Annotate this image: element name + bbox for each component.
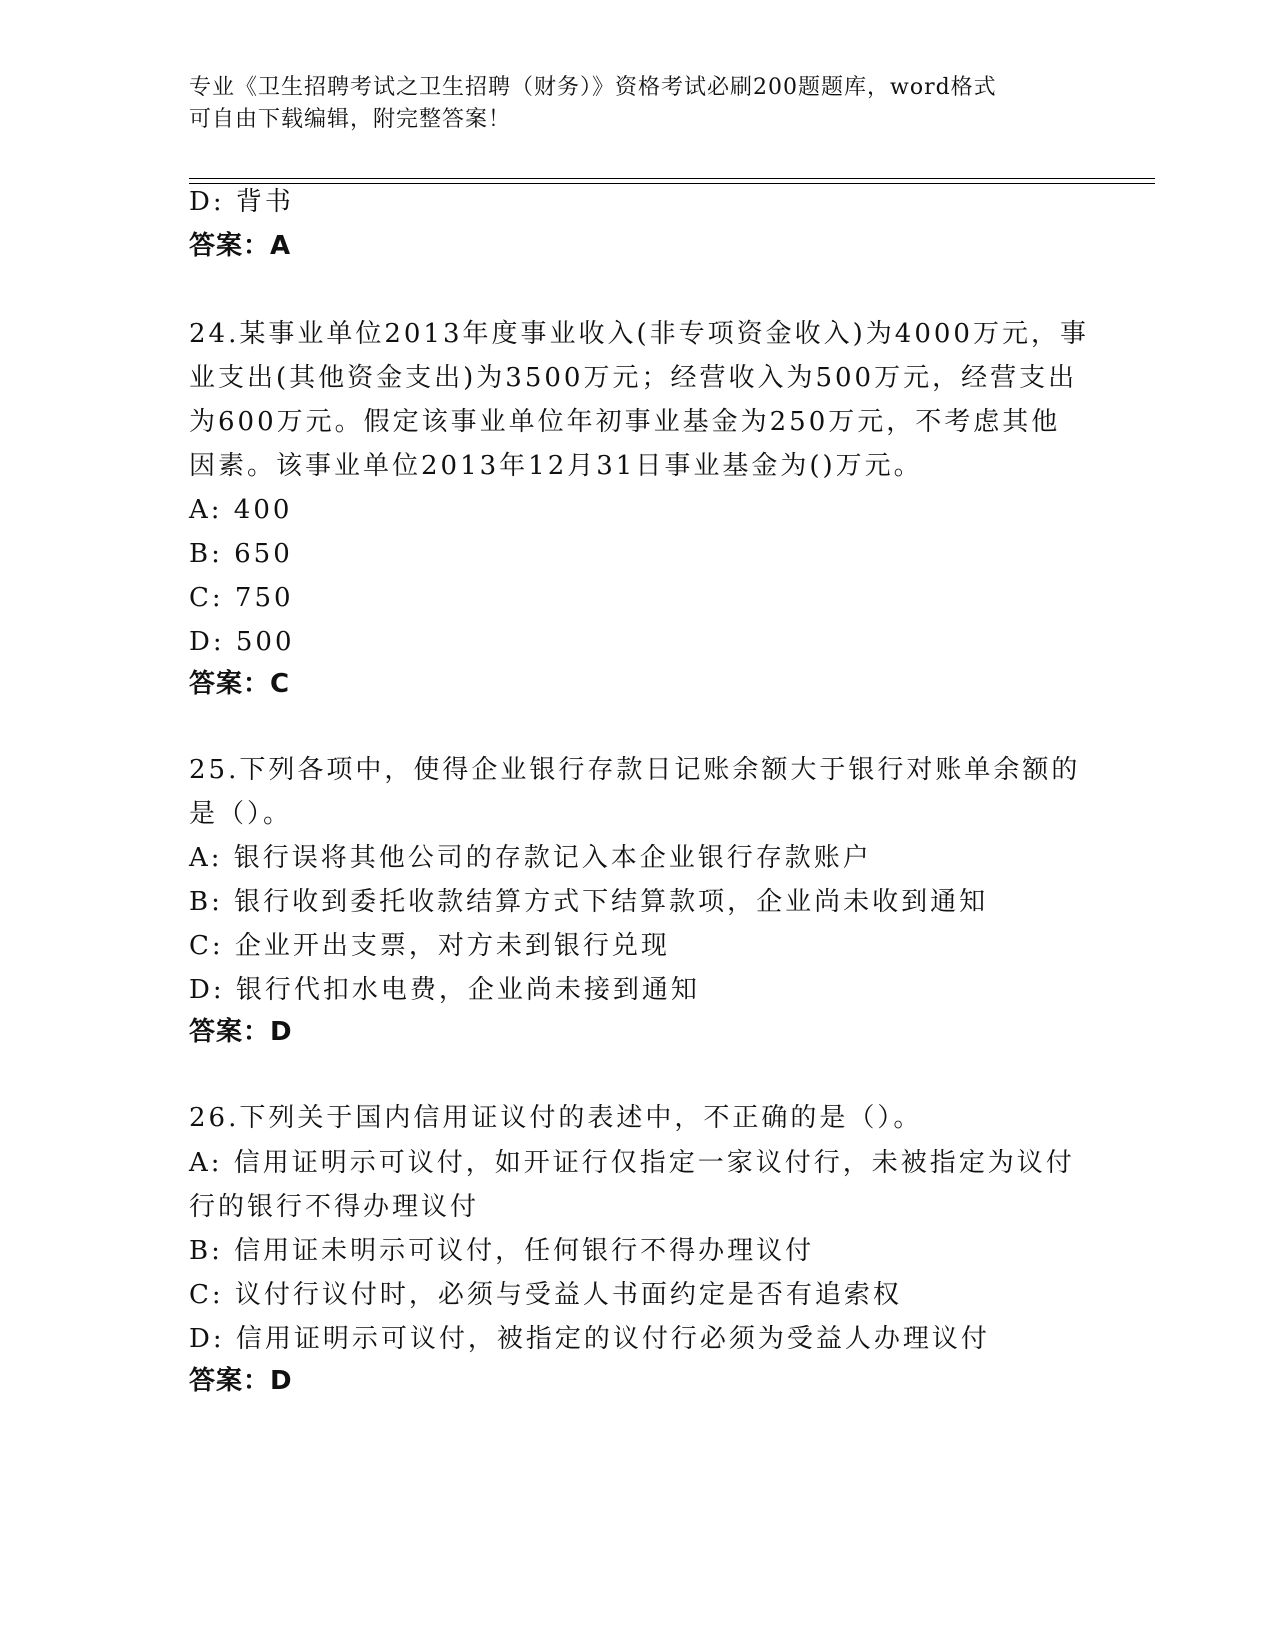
q24-stem-line-2: 业支出(其他资金支出)为3500万元；经营收入为500万元，经营支出 <box>189 363 1078 393</box>
document-header <box>189 72 1089 136</box>
q26-option-a-line-1: A: 信用证明示可议付，如开证行仅指定一家议付行，未被指定为议付 <box>189 1148 1075 1178</box>
q26-option-b: B: 信用证未明示可议付，任何银行不得办理议付 <box>189 1236 815 1266</box>
q26-option-a-line-2: 行的银行不得办理议付 <box>189 1192 480 1222</box>
header-title-line-2: 可自由下载编辑，附完整答案！ <box>189 107 512 132</box>
q24-option-d: D: 500 <box>189 627 295 657</box>
q24-stem-line-3: 为600万元。假定该事业单位年初事业基金为250万元，不考虑其他 <box>189 407 1061 437</box>
q25-option-d: D: 银行代扣水电费，企业尚未接到通知 <box>189 975 700 1005</box>
q24-answer: 答案：C <box>189 669 291 699</box>
q25-option-b: B: 银行收到委托收款结算方式下结算款项，企业尚未收到通知 <box>189 887 989 917</box>
header-rule-double <box>189 183 1155 184</box>
q26-stem-line-1: 26.下列关于国内信用证议付的表述中，不正确的是（）。 <box>189 1103 923 1133</box>
q25-option-a: A: 银行误将其他公司的存款记入本企业银行存款账户 <box>189 843 872 873</box>
q26-option-c: C: 议付行议付时，必须与受益人书面约定是否有追索权 <box>189 1280 902 1310</box>
prev-answer: 答案：A <box>189 231 292 261</box>
prev-option-d: D: 背书 <box>189 187 294 217</box>
q25-option-c: C: 企业开出支票，对方未到银行兑现 <box>189 931 670 961</box>
header-title-line-1: 专业《卫生招聘考试之卫生招聘（财务）》资格考试必刷200题题库，word格式 <box>189 75 997 100</box>
q25-stem-line-2: 是（）。 <box>189 799 293 829</box>
q24-stem-line-4: 因素。该事业单位2013年12月31日事业基金为()万元。 <box>189 451 923 481</box>
q24-option-a: A: 400 <box>189 495 293 525</box>
q24-option-b: B: 650 <box>189 539 293 569</box>
q25-stem-line-1: 25.下列各项中，使得企业银行存款日记账余额大于银行对账单余额的 <box>189 755 1081 785</box>
q26-answer: 答案：D <box>189 1366 293 1396</box>
q24-option-c: C: 750 <box>189 583 294 613</box>
q25-answer: 答案：D <box>189 1017 293 1047</box>
q24-stem-line-1: 24.某事业单位2013年度事业收入(非专项资金收入)为4000万元，事 <box>189 319 1089 349</box>
q26-option-d: D: 信用证明示可议付，被指定的议付行必须为受益人办理议付 <box>189 1324 990 1354</box>
header-rule-thin <box>189 178 1155 179</box>
